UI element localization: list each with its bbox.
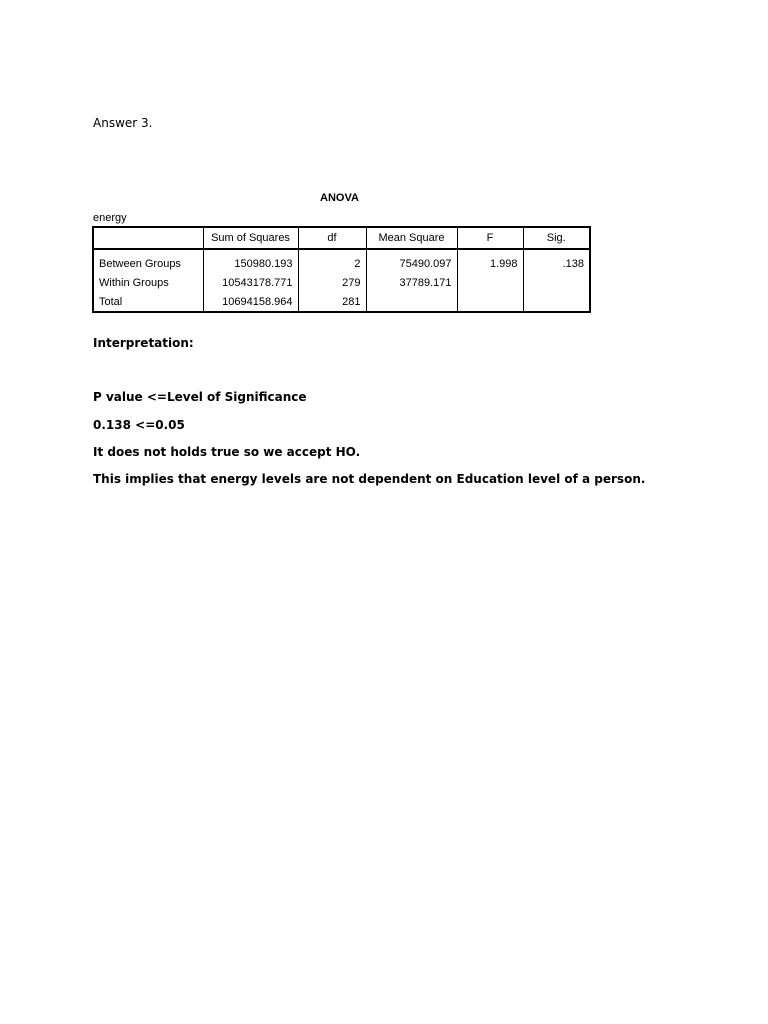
interpretation-line: 0.138 <=0.05: [93, 418, 185, 432]
table-row: [93, 273, 590, 292]
column-header-label: [93, 227, 203, 249]
mean-square-cell: 75490.097: [366, 249, 457, 273]
interpretation-line: P value <=Level of Significance: [93, 390, 307, 404]
column-header-df: df: [298, 227, 366, 249]
anova-table: [92, 226, 591, 313]
anova-table-title: ANOVA: [320, 192, 359, 204]
row-label: Between Groups: [99, 257, 181, 270]
table-row: [93, 292, 590, 312]
f-cell: 1.998: [457, 249, 523, 273]
column-header-sig: Sig.: [523, 227, 590, 249]
sum-of-squares-cell: 10694158.964: [203, 292, 298, 312]
mean-square-cell: 37789.171: [366, 273, 457, 292]
f-cell: [457, 273, 523, 292]
column-header-sum-of-squares: Sum of Squares: [203, 227, 298, 249]
interpretation-line: It does not holds true so we accept HO.: [93, 445, 361, 459]
dependent-variable-label: energy: [93, 212, 127, 224]
sig-cell: .138: [523, 249, 590, 273]
column-header-mean-square: Mean Square: [366, 227, 457, 249]
table-header-row: [93, 227, 590, 249]
row-label: Within Groups: [99, 276, 169, 289]
df-cell: 2: [298, 249, 366, 273]
column-header-f: F: [457, 227, 523, 249]
sum-of-squares-cell: 150980.193: [203, 249, 298, 273]
sig-cell: [523, 292, 590, 312]
interpretation-line: This implies that energy levels are not dependent on Education level of a person.: [93, 472, 646, 486]
mean-square-cell: [366, 292, 457, 312]
table-row: [93, 249, 590, 273]
answer-heading: Answer 3.: [93, 116, 153, 130]
f-cell: [457, 292, 523, 312]
sig-cell: [523, 273, 590, 292]
interpretation-heading: Interpretation:: [93, 336, 194, 350]
df-cell: 281: [298, 292, 366, 312]
row-label: Total: [99, 295, 123, 308]
df-cell: 279: [298, 273, 366, 292]
sum-of-squares-cell: 10543178.771: [203, 273, 298, 292]
